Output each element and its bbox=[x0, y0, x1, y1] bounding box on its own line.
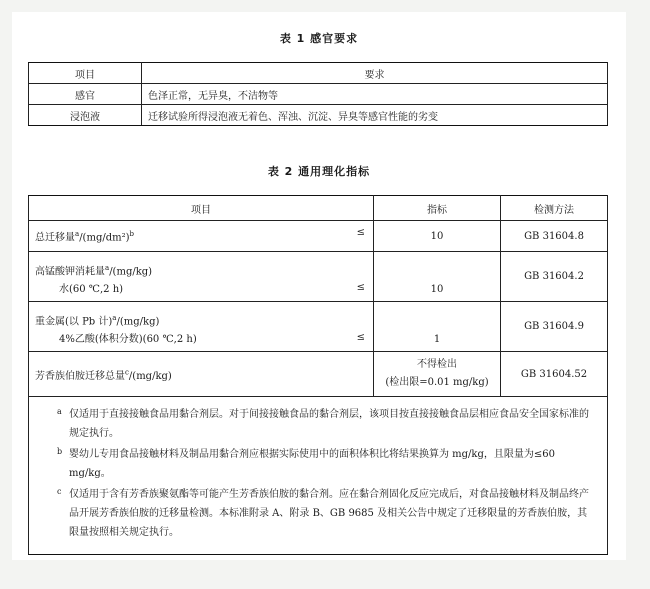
physicochemical-index-table bbox=[28, 195, 608, 555]
row-requirement: 迁移试验所得浸泡液无着色、浑浊、沉淀、异臭等感官性能的劣变 bbox=[142, 105, 608, 126]
footnote-b: b 婴幼儿专用食品接触材料及制品用黏合剂应根据实际使用中的面积体积比将结果换算为 mg/kg，且限量为≤60 mg/kg。 bbox=[57, 447, 555, 480]
index-value: 10 bbox=[374, 221, 501, 252]
table-header-row bbox=[29, 196, 608, 221]
notes-row bbox=[29, 397, 608, 555]
table-row bbox=[29, 105, 608, 126]
table1-caption: 表 1 感官要求 bbox=[279, 32, 359, 45]
table-header-row bbox=[29, 63, 608, 84]
header-item: 项目 bbox=[29, 196, 374, 221]
index-value: 1 bbox=[374, 302, 501, 352]
table-row bbox=[29, 252, 608, 302]
method-value: GB 31604.52 bbox=[501, 352, 608, 397]
row-requirement: 色泽正常，无异臭，不洁物等 bbox=[142, 84, 608, 105]
item-permanganate: 高锰酸钾消耗量$^a$/(mg/kg) 水(60 ℃,2 h) ≤ bbox=[35, 263, 365, 295]
header-requirement: 要求 bbox=[142, 63, 608, 84]
header-index: 指标 bbox=[374, 196, 501, 221]
document-page bbox=[12, 12, 626, 560]
method-value: GB 31604.9 bbox=[501, 302, 608, 352]
item-heavy-metal: 重金属(以 Pb 计)$^a$/(mg/kg) 4%乙酸(体积分数)(60 ℃,2 h) ≤ bbox=[35, 313, 365, 345]
table-row bbox=[29, 302, 608, 352]
method-value: GB 31604.2 bbox=[501, 252, 608, 302]
method-value: GB 31604.8 bbox=[501, 221, 608, 252]
item-total-migration: 总迁移量$^a/(mg/dm^2)^b$ ≤ bbox=[35, 227, 365, 244]
leq-symbol: ≤ bbox=[356, 281, 365, 293]
index-value: 不得检出 (检出限=0.01 mg/kg) bbox=[374, 352, 501, 397]
header-method: 检测方法 bbox=[501, 196, 608, 221]
table2-caption: 表 2 通用理化指标 bbox=[267, 165, 371, 178]
sensory-requirements-table bbox=[28, 62, 608, 126]
header-item: 项目 bbox=[29, 63, 142, 84]
footnote-a: a 仅适用于直接接触食品用黏合剂层。对于间接接触食品的黏合剂层，该项目按直接接触食品层相应食品安全国家标准的规定执行。 bbox=[57, 407, 589, 440]
table-row bbox=[29, 84, 608, 105]
table-row bbox=[29, 352, 608, 397]
footnote-c: c 仅适用于含有芳香族聚氨酯等可能产生芳香族伯胺的黏合剂。应在黏合剂固化反应完成后，对食品接触材料及制品终产品开展芳香族伯胺的迁移量检测。本标准附录 A、附录 B、GB 9685 及相关公告中规定了迁移限量的芳香族伯胺，其限量按照相关规定执行。 bbox=[57, 487, 589, 539]
index-value: 10 bbox=[374, 252, 501, 302]
leq-symbol: ≤ bbox=[356, 227, 365, 238]
item-aromatic-amine: 芳香族伯胺迁移总量$^c$/(mg/kg) bbox=[35, 368, 172, 382]
row-item: 感官 bbox=[29, 84, 142, 105]
row-item: 浸泡液 bbox=[29, 105, 142, 126]
leq-symbol: ≤ bbox=[356, 331, 365, 343]
table-row bbox=[29, 221, 608, 252]
